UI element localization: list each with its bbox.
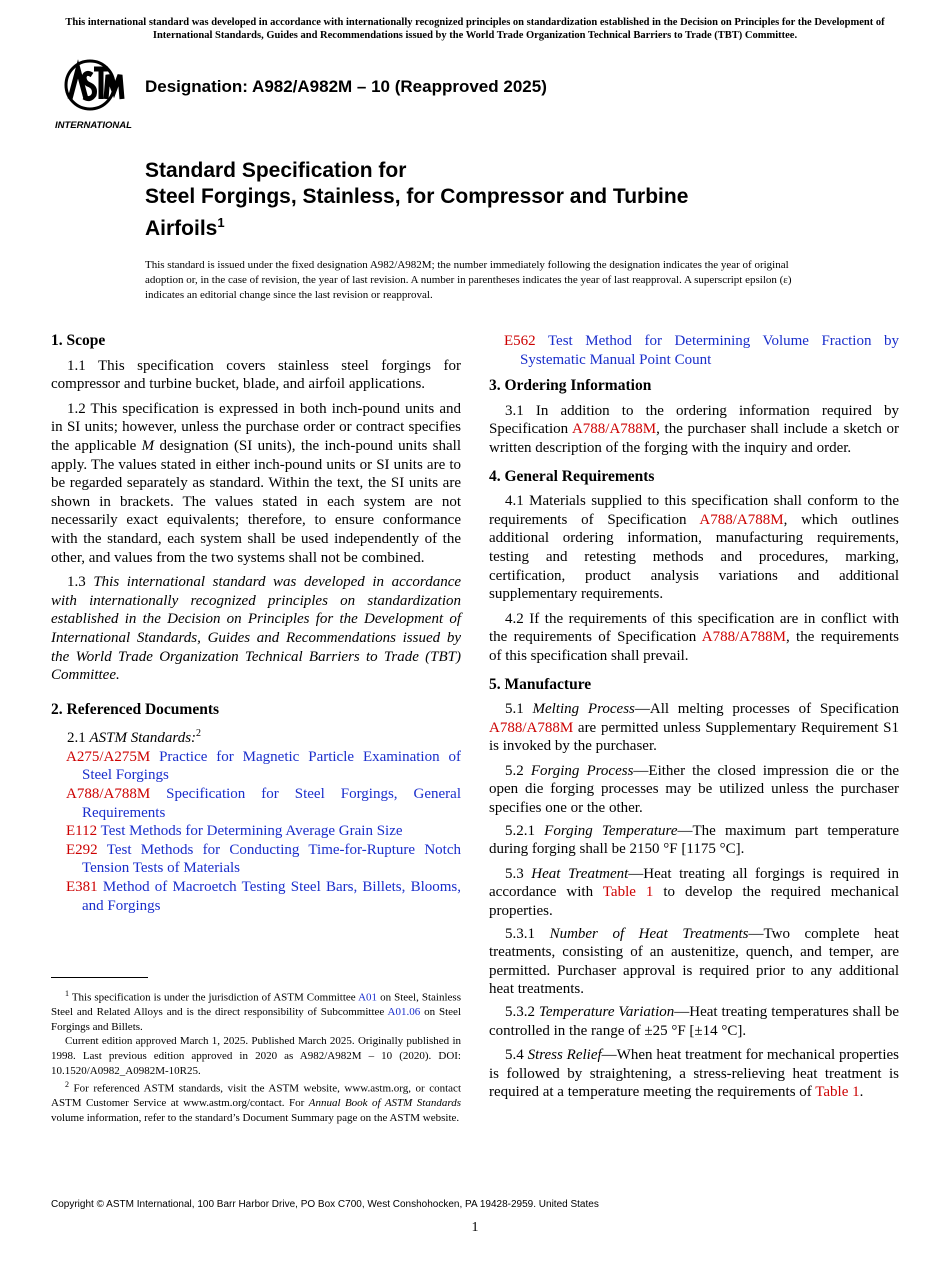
paragraph-4-1: 4.1 Materials supplied to this specification shall conform to the requirements of Specification A788/A788M, which outlines additional ordering information, manufacturing requirements, testing and retesting methods and procedures, marking, certification, product analysis variations and additional supplementary requirements. (489, 493, 900, 603)
paragraph-5-3: 5.3 Heat Treatment—Heat treating all forgings is required in accordance with Table 1 to develop the required mechanical properties. (489, 865, 900, 920)
logo-text: INTERNATIONAL (55, 120, 132, 131)
xref-a788[interactable]: A788/A788M (699, 511, 784, 528)
section-heading-manufacture: 5. Manufacture (489, 675, 592, 693)
xref-table-1[interactable]: Table 1 (602, 884, 654, 901)
astm-logo-icon (52, 55, 134, 133)
paragraph-5-2: 5.2 Forging Process—Either the closed impression die or the open die forging processes may be utilized unless the purchaser specifies one or the other. (489, 762, 900, 817)
astm-logo (52, 55, 134, 133)
reference-e112[interactable]: E112 Test Methods for Determining Average Grain Size (66, 823, 403, 840)
document-title (145, 158, 825, 242)
left-column (51, 332, 461, 915)
footnote-1-edition: Current edition approved March 1, 2025. Published March 2025. Originally published in 1998. Last previous edition approved in 2020 as A982/A982M – 10 (2020). DOI: 10.1520/A0982_A0982M-10R25. (51, 1035, 461, 1077)
xref-a788[interactable]: A788/A788M (701, 629, 786, 646)
paragraph-5-3-2: 5.3.2 Temperature Variation—Heat treating temperatures shall be controlled in the range of ±25 °F [±14 °C]. (489, 1004, 900, 1039)
paragraph-4-2: 4.2 If the requirements of this specification are in conflict with the requirements of Specification A788/A788M, the requirements of this specification shall prevail. (489, 610, 899, 664)
designation: Designation: A982/A982M – 10 (Reapproved 2025) (145, 77, 547, 96)
footnote-2: $^2$ For referenced ASTM standards, visit the ASTM website, www.astm.org, or contact ASTM Customer Service at www.astm.org/contact. For Annual Book of ASTM Standards volume information, refer to the standard’s Document Summary page on the ASTM website. (51, 1080, 461, 1125)
issuance-note: This standard is issued under the fixed designation A982/A982M; the number immediately following the designation indicates the year of original adoption or, in the case of revision, the year of last revision. A number in parentheses indicates the year of last reapproval. A superscript epsilon (ε) indicates an editorial change since the last revision or reapproval. (145, 259, 792, 301)
title-footnote-mark: 1 (217, 215, 225, 230)
xref-table-1[interactable]: Table 1 (815, 1084, 860, 1101)
reference-e381[interactable]: E381 Method of Macroetch Testing Steel Bars, Billets, Blooms, and Forgings (66, 879, 461, 914)
page-number: 1 (471, 1220, 479, 1235)
footnote-rule (51, 977, 148, 978)
link-a01-06[interactable]: A01.06 (387, 1006, 421, 1019)
footnotes (51, 987, 461, 1126)
paragraph-1-2: 1.2 This specification is expressed in both inch-pound units and in SI units; however, unless the purchase order or contract specifies the applicable M designation (SI units), the inch-pound units shall apply. The values stated in either inch-pound units or SI units are to be regarded separately as standard. Within the text, the SI units are shown in brackets. The values stated in each system are not necessarily exact equivalents; therefore, to ensure conformance with the standard, each system shall be used independently of the other, and values from the two systems shall not be combined. (51, 400, 461, 566)
title-line-1: Standard Specification for (145, 159, 407, 182)
paragraph-5-2-1: 5.2.1 Forging Temperature—The maximum part temperature during forging shall be 2150 °F [1175 °C]. (489, 822, 900, 858)
reference-e292[interactable]: E292 Test Methods for Conducting Time-for-Rupture Notch Tension Tests of Materials (66, 841, 461, 877)
reference-a275[interactable]: A275/A275M Practice for Magnetic Particle Examination of Steel Forgings (66, 748, 461, 784)
title-line-2: Steel Forgings, Stainless, for Compressor and Turbine (145, 185, 689, 208)
copyright: Copyright © ASTM International, 100 Barr Harbor Drive, PO Box C700, West Conshohocken, PA 19428-2959. United States (51, 1199, 599, 1210)
paragraph-1-1: 1.1 This specification covers stainless steel forgings for compressor and turbine bucket, blade, and airfoil applications. (51, 357, 461, 393)
section-heading-ordering: 3. Ordering Information (489, 377, 652, 395)
footnote-1: $^1$ This specification is under the jurisdiction of ASTM Committee A01 on Steel, Stainless Steel and Related Alloys and is the direct responsibility of Subcommittee A01.06 on Steel Forgings and Billets. (51, 989, 461, 1033)
xref-a788[interactable]: A788/A788M (489, 719, 574, 736)
paragraph-2-1: 2.1 ASTM Standards:$^2$ (67, 728, 202, 747)
title-line-3: Airfoils (145, 217, 218, 240)
paragraph-5-1: 5.1 Melting Process—All melting processes of Specification A788/A788M are permitted unless Supplementary Requirement S1 is invoked by the purchaser. (489, 701, 900, 755)
paragraph-3-1: 3.1 In addition to the ordering information required by Specification A788/A788M, the purchaser shall include a sketch or written description of the forging with the inquiry and order. (489, 402, 899, 456)
section-heading-scope: 1. Scope (51, 332, 106, 349)
paragraph-5-4: 5.4 Stress Relief—When heat treatment for mechanical properties is followed by straightening, a stress-relieving heat treatment is required at a temperature meeting the requirements of Table 1. (489, 1047, 899, 1101)
top-notice: This international standard was developed in accordance with internationally recognized principles on standardization established in the Decision on Principles for the Development of International Standards, Guides and Recommendations issued by the World Trade Organization Technical Barriers to Trade (TBT) Committee. (65, 17, 885, 41)
section-heading-general: 4. General Requirements (489, 467, 655, 485)
paragraph-1-3: 1.3 This international standard was developed in accordance with internationally recognized principles on standardization established in the Decision on Principles for the Development of International Standards, Guides and Recommendations issued by the World Trade Organization Technical Barriers to Trade (TBT) Committee. (51, 574, 462, 684)
reference-e562[interactable]: E562 Test Method for Determining Volume Fraction by Systematic Manual Point Count (504, 333, 899, 368)
right-column (489, 332, 899, 1108)
paragraph-5-3-1: 5.3.1 Number of Heat Treatments—Two complete heat treatments, consisting of an austenitize, quench, and temper, are permitted. Purchaser approval is required prior to any additional heat treatments. (489, 925, 900, 998)
reference-a788[interactable]: A788/A788M Specification for Steel Forgings, General Requirements (66, 786, 461, 821)
link-a01[interactable]: A01 (358, 991, 378, 1004)
section-heading-referenced-documents: 2. Referenced Documents (51, 700, 220, 718)
reference-list (51, 748, 461, 915)
xref-a788[interactable]: A788/A788M (571, 421, 657, 438)
